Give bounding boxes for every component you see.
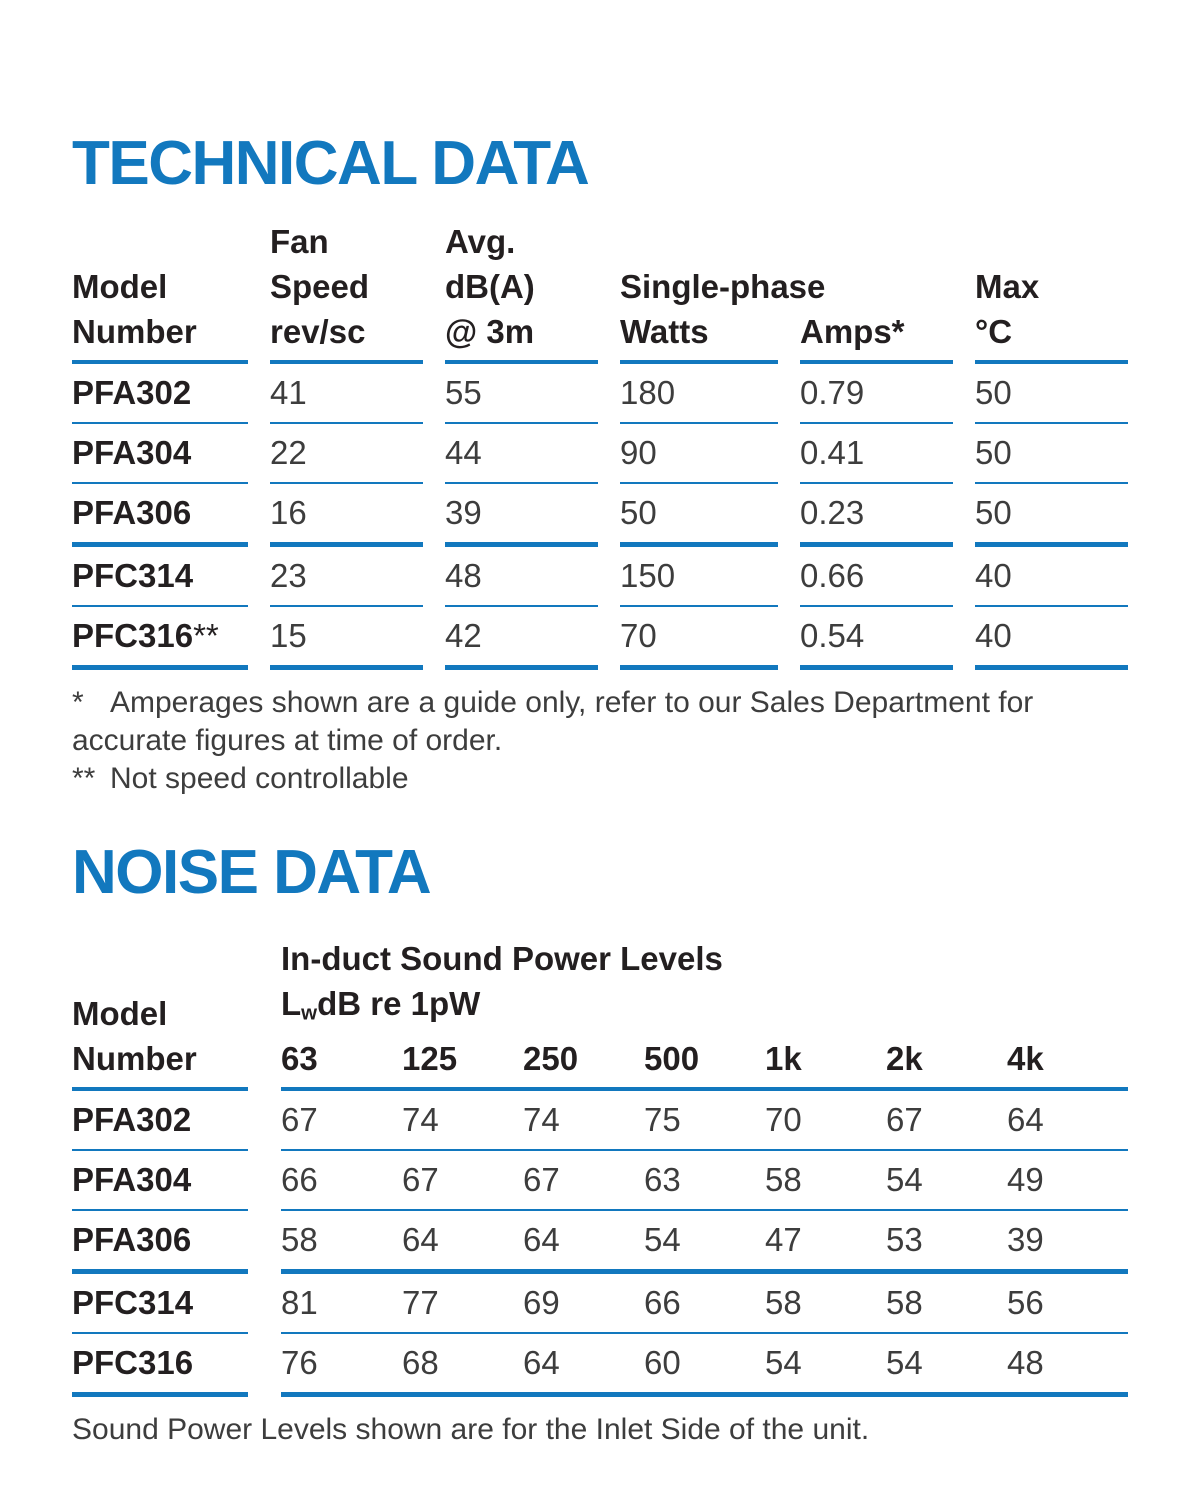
column-header-sound-power: [281, 936, 1128, 1091]
level-cell: 58: [765, 1283, 802, 1321]
sound-level-values: [281, 1211, 1128, 1274]
level-cell: 49: [1007, 1160, 1044, 1198]
watts-cell: 150: [620, 547, 778, 607]
avg-db-cell: 55: [445, 364, 598, 424]
model-cell: PFA302: [72, 364, 248, 424]
level-cell: 81: [281, 1283, 318, 1321]
header-line: Avg.: [445, 223, 516, 260]
model-cell: PFC314: [72, 1274, 248, 1334]
watts-cell: 180: [620, 364, 778, 424]
technical-data-title: TECHNICAL DATA: [72, 129, 589, 198]
header-line: @ 3m: [445, 313, 535, 350]
sound-power-group-label: In-duct Sound Power Levels: [281, 940, 723, 977]
sound-level-values: [281, 1334, 1128, 1397]
column-header-watts: [620, 219, 826, 364]
level-cell: 58: [281, 1220, 318, 1258]
sound-power-unit-label: $L_wdB$ re 1pW: [281, 985, 481, 1025]
level-cell: 64: [1007, 1100, 1044, 1138]
level-cell: 63: [644, 1160, 681, 1198]
level-cell: 64: [523, 1220, 560, 1258]
level-cell: 54: [886, 1160, 923, 1198]
model-cell: PFC314: [72, 547, 248, 607]
header-line: Max: [975, 268, 1040, 305]
sound-level-values: [281, 1151, 1128, 1211]
max-temp-cell: 50: [975, 484, 1128, 547]
table-row: [72, 1211, 1128, 1274]
level-cell: 64: [402, 1220, 439, 1258]
column-header-max-temp: [975, 219, 1128, 364]
model-cell: PFA304: [72, 424, 248, 484]
avg-db-cell: 39: [445, 484, 598, 547]
fan-speed-cell: 22: [270, 424, 423, 484]
noise-data-title: NOISE DATA: [72, 838, 431, 907]
sound-level-values: [281, 1091, 1128, 1151]
frequency-header-row: [281, 1036, 1128, 1081]
single-phase-group-label: Single-phase: [620, 268, 826, 305]
header-line: rev/sc: [270, 313, 366, 350]
level-cell: 53: [886, 1220, 923, 1258]
header-line: °C: [975, 313, 1013, 350]
table-row: [72, 424, 1128, 484]
level-cell: 67: [886, 1100, 923, 1138]
table-row: [72, 1334, 1128, 1397]
header-line: Number: [72, 313, 197, 350]
footnote-speed-control: [72, 760, 1128, 798]
fan-speed-cell: 41: [270, 364, 423, 424]
level-cell: 68: [402, 1343, 439, 1381]
header-line: Watts: [620, 313, 709, 350]
max-temp-cell: 40: [975, 547, 1128, 607]
frequency-header: 63: [281, 1039, 318, 1077]
table-row: [72, 547, 1128, 607]
max-temp-cell: 50: [975, 424, 1128, 484]
level-cell: 54: [765, 1343, 802, 1381]
noise-table-header: [72, 936, 1128, 1091]
amps-cell: 0.54: [800, 607, 953, 670]
footnote-text: Not speed controllable: [110, 762, 409, 795]
lw-subscript: w: [301, 1001, 318, 1025]
model-cell: PFC316**: [72, 607, 248, 670]
level-cell: 76: [281, 1343, 318, 1381]
frequency-header: 500: [644, 1039, 700, 1077]
footnote-text: Amperages shown are a guide only, refer to our Sales Department for accurate figures at time of order.: [72, 686, 1034, 757]
model-cell: PFC316: [72, 1334, 248, 1397]
technical-data-table: [72, 219, 1128, 670]
level-cell: 66: [644, 1283, 681, 1321]
column-header-avg-db: [445, 219, 598, 364]
level-cell: 67: [402, 1160, 439, 1198]
header-line: Model: [72, 268, 168, 305]
frequency-header: 1k: [765, 1039, 802, 1077]
watts-cell: 70: [620, 607, 778, 670]
level-cell: 77: [402, 1283, 439, 1321]
level-cell: 48: [1007, 1343, 1044, 1381]
header-line: dB(A): [445, 268, 535, 305]
amps-cell: 0.66: [800, 547, 953, 607]
column-header-amps: [800, 219, 953, 364]
noise-data-table: [72, 936, 1128, 1397]
level-cell: 70: [765, 1100, 802, 1138]
frequency-header: 2k: [886, 1039, 923, 1077]
table-row: [72, 1151, 1128, 1211]
fan-speed-cell: 23: [270, 547, 423, 607]
column-header-model-number: [72, 219, 248, 364]
footnote-marker: *: [72, 686, 84, 719]
table-row: [72, 364, 1128, 424]
level-cell: 54: [886, 1343, 923, 1381]
level-cell: 56: [1007, 1283, 1044, 1321]
table-row: [72, 1274, 1128, 1334]
level-cell: 74: [523, 1100, 560, 1138]
watts-cell: 90: [620, 424, 778, 484]
level-cell: 66: [281, 1160, 318, 1198]
level-cell: 54: [644, 1220, 681, 1258]
frequency-header: 125: [402, 1039, 458, 1077]
model-cell: PFA306: [72, 1211, 248, 1274]
level-cell: 64: [523, 1343, 560, 1381]
sound-level-values: [281, 1274, 1128, 1334]
level-cell: 67: [523, 1160, 560, 1198]
level-cell: 75: [644, 1100, 681, 1138]
technical-table-header: [72, 219, 1128, 364]
level-cell: 39: [1007, 1220, 1044, 1258]
level-cell: 74: [402, 1100, 439, 1138]
level-cell: 69: [523, 1283, 560, 1321]
amps-cell: 0.23: [800, 484, 953, 547]
table-row: [72, 1091, 1128, 1151]
footnote-amperages: [72, 684, 1128, 760]
level-cell: 58: [886, 1283, 923, 1321]
fan-speed-cell: 16: [270, 484, 423, 547]
column-header-model-number: [72, 936, 248, 1091]
header-line: Fan: [270, 223, 329, 260]
model-cell: PFA302: [72, 1091, 248, 1151]
frequency-header: 4k: [1007, 1039, 1044, 1077]
avg-db-cell: 42: [445, 607, 598, 670]
level-cell: 60: [644, 1343, 681, 1381]
amps-cell: 0.79: [800, 364, 953, 424]
frequency-header: 250: [523, 1039, 579, 1077]
table-row: [72, 484, 1128, 547]
max-temp-cell: 50: [975, 364, 1128, 424]
level-cell: 67: [281, 1100, 318, 1138]
header-line: Amps*: [800, 313, 905, 350]
level-cell: 58: [765, 1160, 802, 1198]
avg-db-cell: 44: [445, 424, 598, 484]
noise-table-note: Sound Power Levels shown are for the Inlet Side of the unit.: [72, 1412, 870, 1446]
model-cell: PFA304: [72, 1151, 248, 1211]
level-cell: 47: [765, 1220, 802, 1258]
not-speed-controllable-marker: **: [193, 617, 219, 654]
header-line: Number: [72, 1039, 197, 1077]
technical-footnotes: [72, 684, 1128, 798]
watts-cell: 50: [620, 484, 778, 547]
fan-speed-cell: 15: [270, 607, 423, 670]
header-line: Speed: [270, 268, 370, 305]
footnote-marker: **: [72, 762, 96, 795]
avg-db-cell: 48: [445, 547, 598, 607]
model-cell: PFA306: [72, 484, 248, 547]
table-row: [72, 607, 1128, 670]
column-header-fan-speed: [270, 219, 423, 364]
amps-cell: 0.41: [800, 424, 953, 484]
max-temp-cell: 40: [975, 607, 1128, 670]
header-line: Model: [72, 994, 168, 1032]
